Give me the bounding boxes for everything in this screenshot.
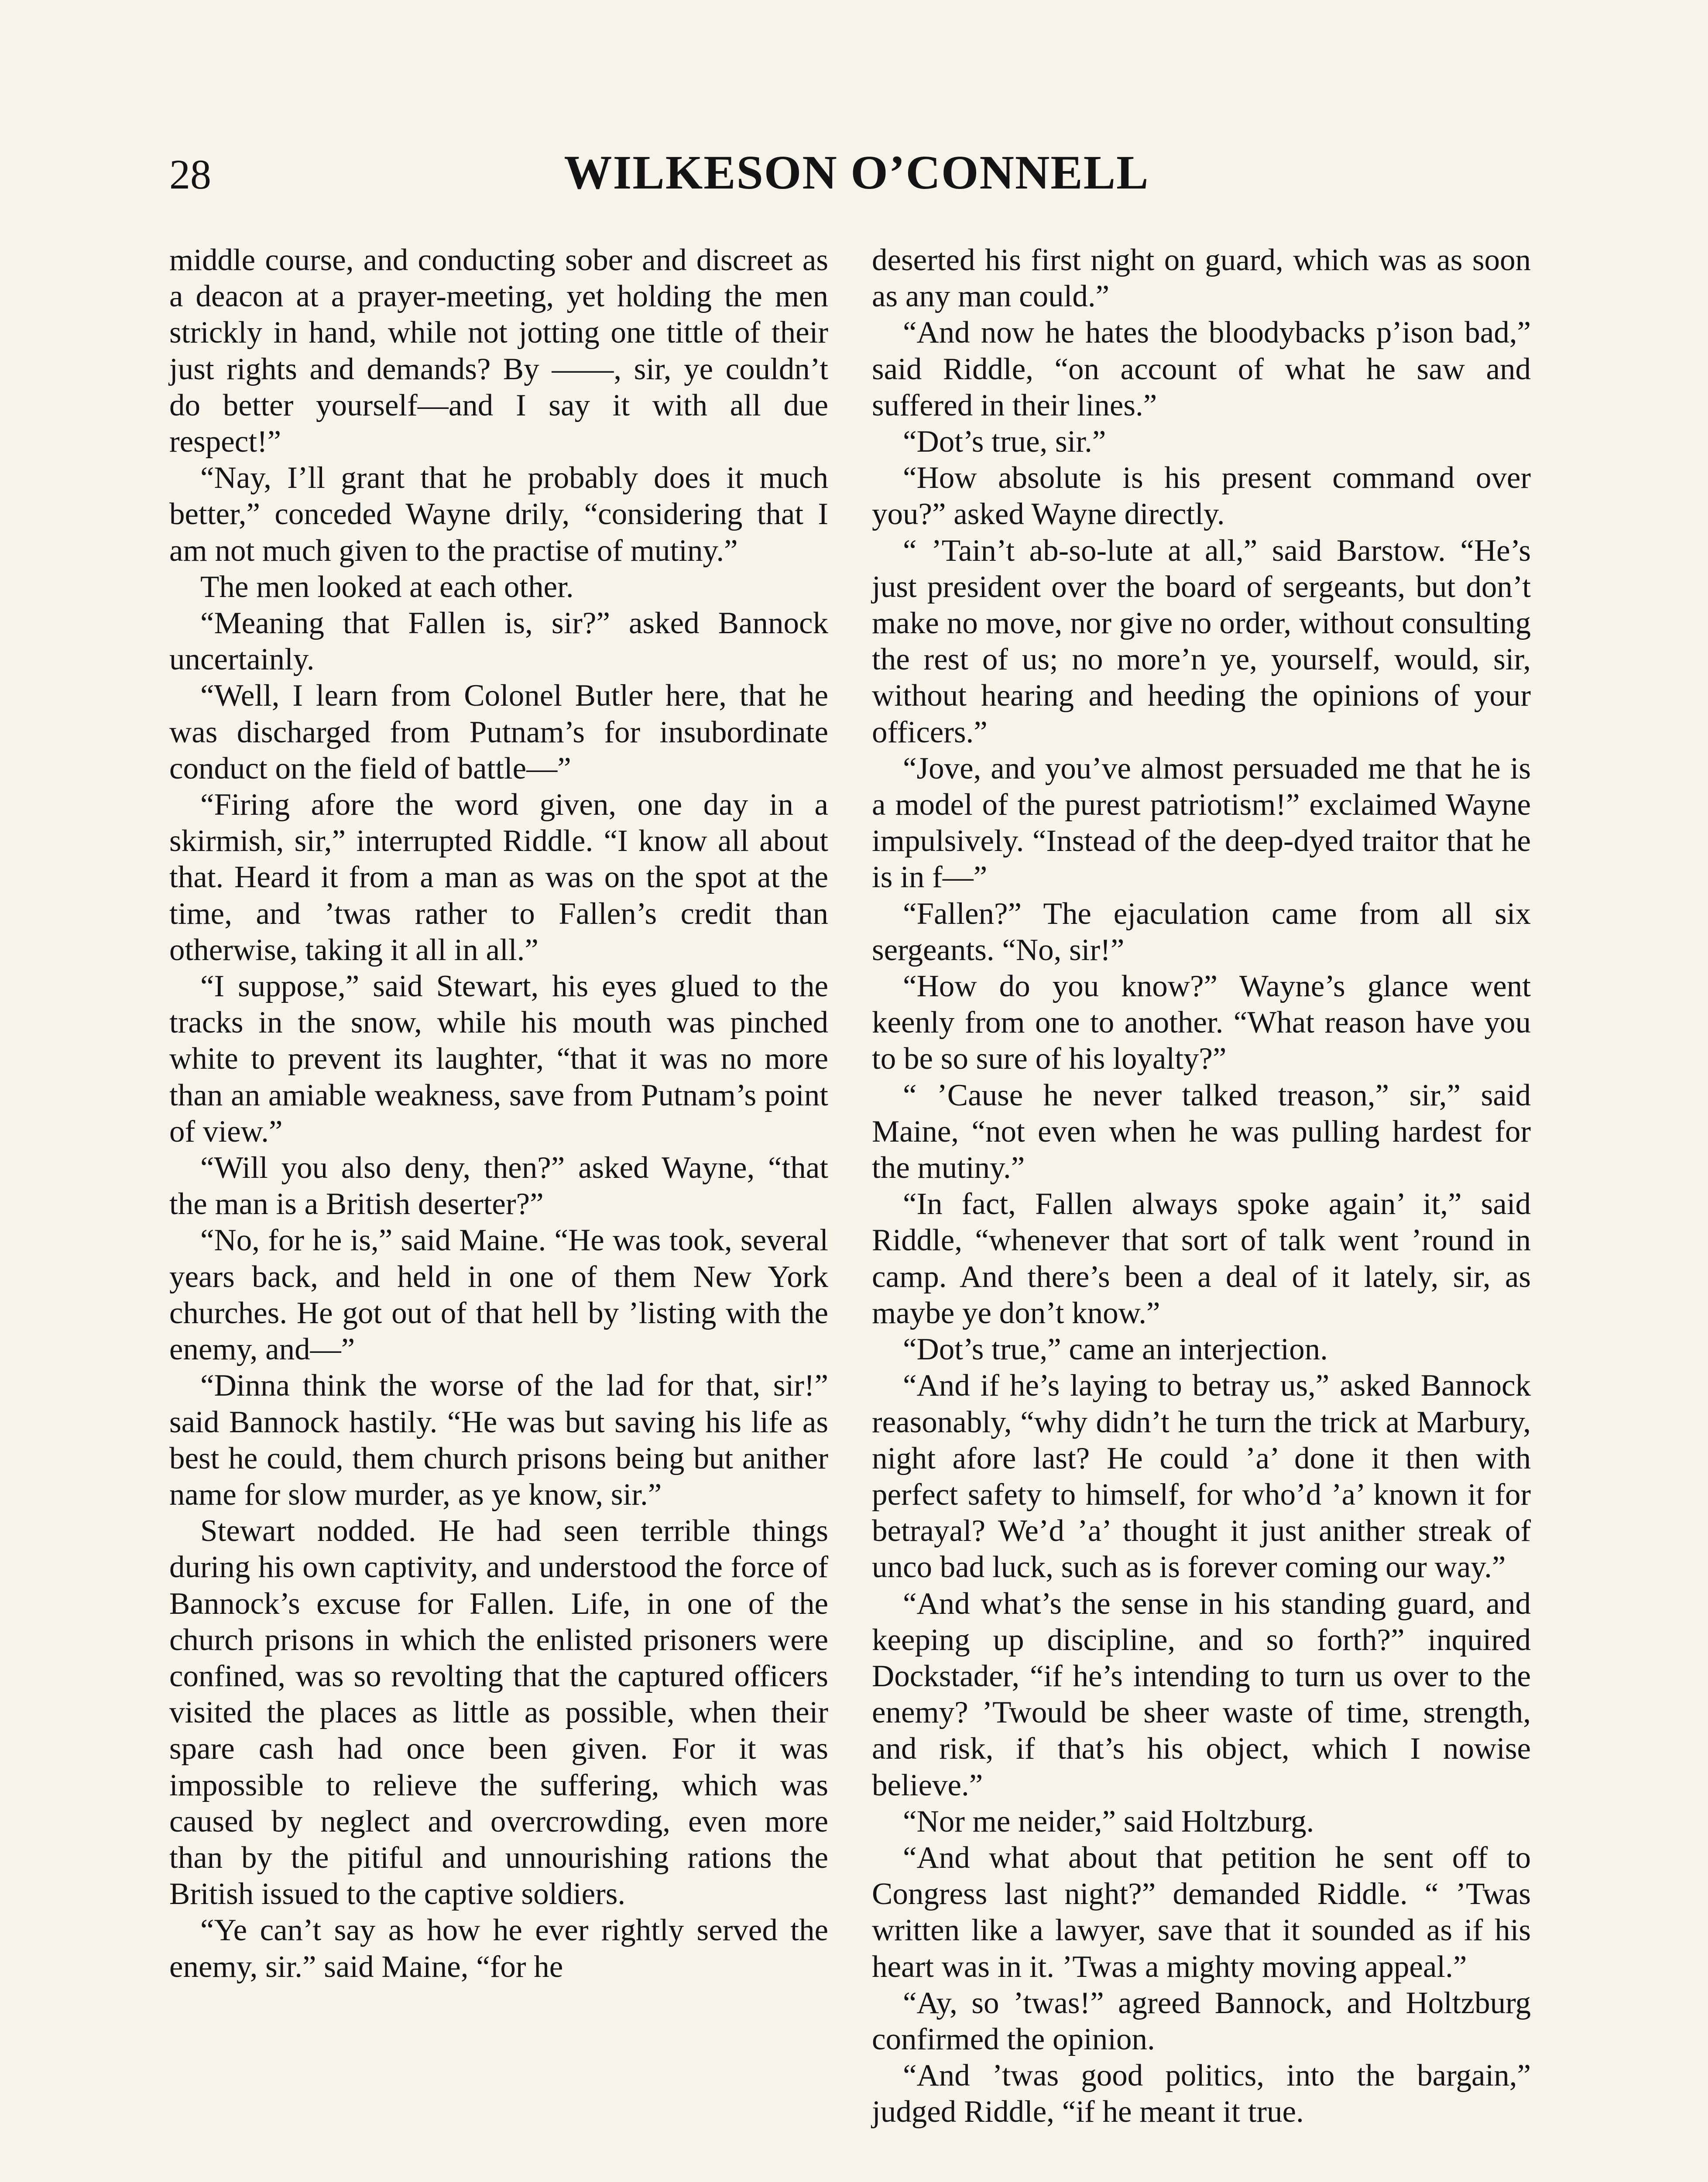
paragraph: “Dot’s true,” came an interjection.	[903, 1332, 1328, 1367]
right-column	[872, 242, 1531, 2131]
paragraph: “Dot’s true, sir.”	[903, 425, 1106, 459]
page-header	[169, 144, 1544, 214]
paragraph: “Meaning that Fallen is, sir?” asked Bannock uncertainly.	[169, 606, 828, 677]
paragraph: “I suppose,” said Stewart, his eyes glued to the tracks in the snow, while his mouth was pinched white to prevent its laughter, “that it was no more than an amiable weakness, save from Putnam’s point of view.”	[169, 969, 828, 1149]
paragraph: “Jove, and you’ve almost persuaded me that he is a model of the purest patriotism!” exclaimed Wayne impulsively. “Instead of the deep-dyed traitor that he is in f—”	[872, 751, 1531, 895]
paragraph: “And what’s the sense in his standing guard, and keeping up discipline, and so forth?” inquired Dockstader, “if he’s intending to turn us over to the enemy? ’Twould be sheer waste of time, strength, and risk, if that’s his object, which I nowise believe.”	[872, 1586, 1531, 1802]
paragraph: “Well, I learn from Colonel Butler here, that he was discharged from Putnam’s for insubordinate conduct on the field of battle—”	[169, 679, 828, 786]
paragraph: “In fact, Fallen always spoke again’ it,” said Riddle, “whenever that sort of talk went ’round in camp. And there’s been a deal of it lately, sir, as maybe ye don’t know.”	[872, 1187, 1531, 1330]
paragraph: “Will you also deny, then?” asked Wayne, “that the man is a British deserter?”	[169, 1151, 828, 1221]
paragraph: “How absolute is his present command over you?” asked Wayne directly.	[872, 461, 1531, 532]
paragraph: “Fallen?” The ejaculation came from all six sergeants. “No, sir!”	[872, 896, 1531, 967]
paragraph: “How do you know?” Wayne’s glance went keenly from one to another. “What reason have you to be so sure of his loyalty?”	[872, 969, 1531, 1076]
paragraph: middle course, and conducting sober and discreet as a deacon at a prayer-meeting, yet holding the men strickly in hand, while not jotting one tittle of their just rights and demands? By ——, sir, ye couldn’t do better yourself—and I say it with all due respect!”	[169, 243, 828, 459]
paragraph: “ ’Cause he never talked treason,” sir,” said Maine, “not even when he was pulling hardest for the mutiny.”	[872, 1078, 1531, 1185]
paragraph: Stewart nodded. He had seen terrible things during his own captivity, and understood the force of Bannock’s excuse for Fallen. Life, in one of the church prisons in which the enlisted prisoners were confined, was so revolting that the captured officers visited the places as little as possible, when their spare cash had once been given. For it was impossible to relieve the suffering, which was caused by neglect and overcrowding, even more than by the pitiful and unnourishing rations the British issued to the captive soldiers.	[169, 1514, 828, 1911]
paragraph: “Ay, so ’twas!” agreed Bannock, and Holtzburg confirmed the opinion.	[872, 1986, 1531, 2056]
paragraph: “And what about that petition he sent off to Congress last night?” demanded Riddle. “ ’Twas written like a lawyer, save that it sounded as if his heart was in it. ’Twas a mighty moving appeal.”	[872, 1840, 1531, 1984]
paragraph: “Firing afore the word given, one day in a skirmish, sir,” interrupted Riddle. “I know all about that. Heard it from a man as was on the spot at the time, and ’twas rather to Fallen’s credit than otherwise, taking it all in all.”	[169, 788, 828, 967]
paragraph: “Ye can’t say as how he ever rightly served the enemy, sir.” said Maine, “for he	[169, 1913, 828, 1984]
paragraph: deserted his first night on guard, which was as soon as any man could.”	[872, 243, 1531, 314]
paragraph: “And now he hates the bloodybacks p’ison bad,” said Riddle, “on account of what he saw and suffered in their lines.”	[872, 316, 1531, 422]
running-title: WILKESON O’CONNELL	[564, 146, 1149, 199]
paragraph: “Nay, I’ll grant that he probably does it much better,” conceded Wayne drily, “considering that I am not much given to the practise of mutiny.”	[169, 461, 828, 568]
left-column	[169, 242, 828, 1985]
paragraph: “And ’twas good politics, into the bargain,” judged Riddle, “if he meant it true.	[872, 2058, 1531, 2129]
paragraph: “No, for he is,” said Maine. “He was took, several years back, and held in one of them New York churches. He got out of that hell by ’listing with the enemy, and—”	[169, 1223, 828, 1367]
paragraph: “ ’Tain’t ab-so-lute at all,” said Barstow. “He’s just president over the board of sergeants, but don’t make no move, nor give no order, without consulting the rest of us; no more’n ye, yourself, would, sir, without hearing and heeding the opinions of your officers.”	[872, 533, 1531, 749]
page-number: 28	[169, 151, 211, 198]
paragraph: “And if he’s laying to betray us,” asked Bannock reasonably, “why didn’t he turn the trick at Marbury, night afore last? He could ’a’ done it then with perfect safety to himself, for who’d ’a’ known it for betrayal? We’d ’a’ thought it just anither streak of unco bad luck, such as is forever coming our way.”	[872, 1369, 1531, 1585]
paragraph: The men looked at each other.	[200, 570, 574, 604]
paragraph: “Nor me neider,” said Holtzburg.	[903, 1804, 1314, 1839]
paragraph: “Dinna think the worse of the lad for that, sir!” said Bannock hastily. “He was but saving his life as best he could, them church prisons being but anither name for slow murder, as ye know, sir.”	[169, 1369, 828, 1512]
